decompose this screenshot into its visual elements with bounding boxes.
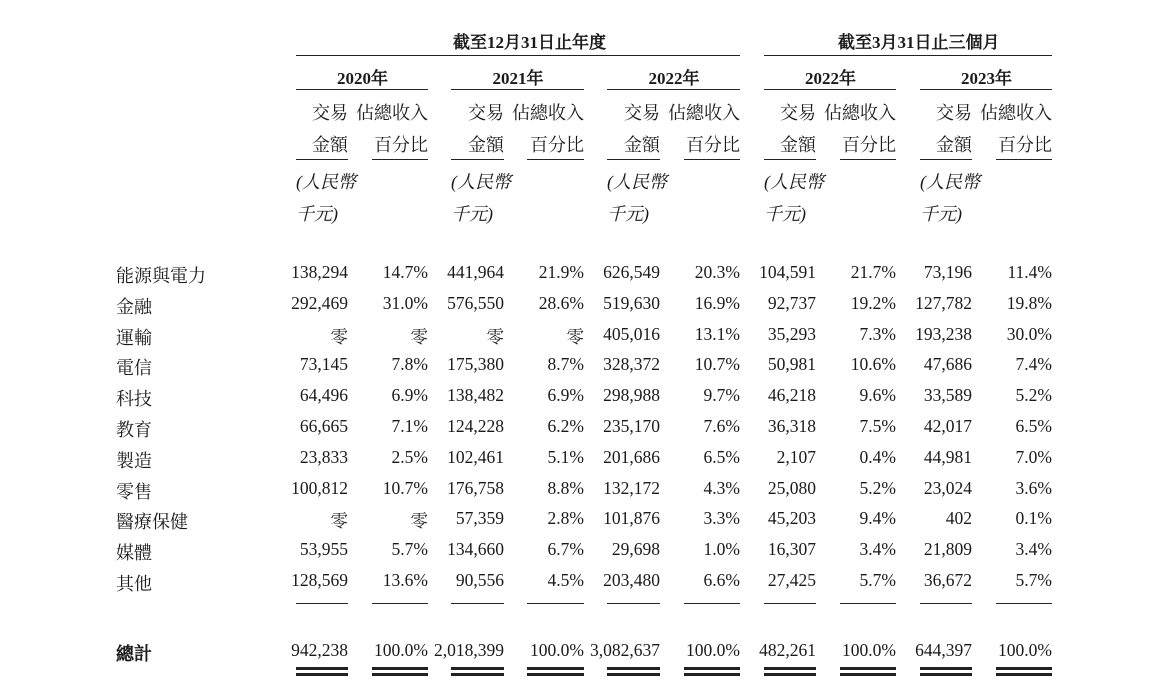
unit-label: 千元) xyxy=(764,204,806,224)
total-cell: 100.0% xyxy=(998,640,1052,660)
table-cell: 31.0% xyxy=(382,292,428,313)
table-cell: 13.6% xyxy=(382,570,428,590)
table-cell: 6.5% xyxy=(703,446,740,467)
group-header-quarter: 截至3月31日止三個月 xyxy=(838,33,1000,52)
amount-subheader: 金額 xyxy=(780,135,816,155)
table-cell: 19.8% xyxy=(1006,292,1052,313)
subtotal-rule xyxy=(684,603,740,604)
total-cell: 100.0% xyxy=(842,640,896,660)
table-cell: 零 xyxy=(486,326,504,347)
table-cell: 6.5% xyxy=(1015,416,1052,436)
total-double-rule xyxy=(372,667,428,676)
table-cell: 零 xyxy=(410,511,428,532)
table-cell: 3.3% xyxy=(703,508,740,529)
table-cell: 132,172 xyxy=(603,477,660,498)
table-cell: 0.1% xyxy=(1015,508,1052,529)
total-double-rule xyxy=(607,667,660,676)
table-cell: 45,203 xyxy=(767,508,816,529)
table-cell: 3.4% xyxy=(1015,539,1052,560)
table-cell: 7.1% xyxy=(391,416,428,436)
total-double-rule xyxy=(527,667,584,676)
table-cell: 2,107 xyxy=(776,446,816,467)
amount-subheader: 金額 xyxy=(624,135,660,155)
pct-subheader: 佔總收入 xyxy=(512,103,584,123)
table-cell: 328,372 xyxy=(603,354,660,375)
subheader-rule xyxy=(607,159,660,160)
subtotal-rule xyxy=(372,603,428,604)
table-cell: 36,318 xyxy=(767,416,816,436)
total-label: 總計 xyxy=(116,644,152,664)
table-cell: 8.8% xyxy=(547,477,584,498)
table-cell: 193,238 xyxy=(915,323,972,344)
total-double-rule xyxy=(840,667,896,676)
table-cell: 57,359 xyxy=(455,508,504,529)
table-cell: 23,833 xyxy=(299,446,348,467)
unit-label: 千元) xyxy=(607,204,649,224)
table-cell: 101,876 xyxy=(603,508,660,529)
group-header-annual: 截至12月31日止年度 xyxy=(453,33,606,52)
subheader-rule xyxy=(996,159,1052,160)
table-cell: 50,981 xyxy=(767,354,816,375)
year-header: 2023年 xyxy=(961,69,1012,88)
table-cell: 104,591 xyxy=(759,262,816,282)
year-header: 2020年 xyxy=(337,69,388,88)
table-cell: 11.4% xyxy=(1007,262,1052,282)
pct-subheader: 百分比 xyxy=(842,135,896,155)
subtotal-rule xyxy=(920,603,972,604)
group-rule-quarter xyxy=(764,55,1052,56)
table-cell: 9.4% xyxy=(859,508,896,529)
table-cell: 127,782 xyxy=(915,292,972,313)
table-cell: 47,686 xyxy=(923,354,972,375)
year-rule xyxy=(451,89,584,90)
table-cell: 14.7% xyxy=(382,262,428,282)
unit-label: 千元) xyxy=(451,204,493,224)
amount-subheader: 交易 xyxy=(312,103,348,123)
table-cell: 5.2% xyxy=(1015,385,1052,406)
row-label: 媒體 xyxy=(116,543,152,564)
row-label: 醫療保健 xyxy=(116,512,188,533)
table-cell: 10.7% xyxy=(382,477,428,498)
table-cell: 73,145 xyxy=(299,354,348,375)
subtotal-rule xyxy=(764,603,816,604)
table-cell: 6.9% xyxy=(547,385,584,406)
row-label: 電信 xyxy=(116,358,152,379)
subtotal-rule xyxy=(451,603,504,604)
table-cell: 9.6% xyxy=(859,385,896,406)
subheader-rule xyxy=(527,159,584,160)
table-cell: 6.7% xyxy=(547,539,584,560)
table-cell: 7.6% xyxy=(703,416,740,436)
table-cell: 53,955 xyxy=(299,539,348,560)
year-rule xyxy=(920,89,1052,90)
total-cell: 2,018,399 xyxy=(434,640,504,660)
table-cell: 626,549 xyxy=(603,262,660,282)
table-cell: 2.5% xyxy=(391,446,428,467)
subtotal-rule xyxy=(527,603,584,604)
year-header: 2021年 xyxy=(492,69,544,88)
table-cell: 16.9% xyxy=(694,292,740,313)
pct-subheader: 百分比 xyxy=(686,135,740,155)
pct-subheader: 百分比 xyxy=(998,135,1052,155)
subheader-rule xyxy=(764,159,816,160)
table-cell: 73,196 xyxy=(923,262,972,282)
subtotal-rule xyxy=(607,603,660,604)
table-cell: 19.2% xyxy=(850,292,896,313)
table-cell: 5.1% xyxy=(547,446,584,467)
table-cell: 零 xyxy=(330,511,348,532)
table-cell: 9.7% xyxy=(703,385,740,406)
table-cell: 176,758 xyxy=(447,477,504,498)
row-label: 能源與電力 xyxy=(116,266,206,286)
table-cell: 30.0% xyxy=(1006,323,1052,344)
table-cell: 298,988 xyxy=(603,385,660,406)
year-rule xyxy=(607,89,740,90)
table-cell: 23,024 xyxy=(923,477,972,498)
table-cell: 5.7% xyxy=(391,539,428,560)
total-double-rule xyxy=(920,667,972,676)
table-cell: 0.4% xyxy=(859,446,896,467)
subheader-rule xyxy=(840,159,896,160)
total-double-rule xyxy=(451,667,504,676)
row-label: 運輸 xyxy=(116,327,152,348)
amount-subheader: 金額 xyxy=(468,135,504,155)
table-cell: 33,589 xyxy=(923,385,972,406)
year-header: 2022年 xyxy=(648,69,700,88)
year-rule xyxy=(764,89,896,90)
table-cell: 6.6% xyxy=(703,570,740,590)
table-cell: 7.0% xyxy=(1015,446,1052,467)
unit-label: (人民幣 xyxy=(764,172,824,192)
row-label: 教育 xyxy=(116,420,152,440)
table-cell: 零 xyxy=(566,326,584,347)
amount-subheader: 交易 xyxy=(468,103,504,123)
table-cell: 4.3% xyxy=(703,477,740,498)
table-cell: 90,556 xyxy=(455,570,504,590)
subheader-rule xyxy=(920,159,972,160)
table-cell: 292,469 xyxy=(291,292,348,313)
table-cell: 138,482 xyxy=(447,385,504,406)
table-cell: 25,080 xyxy=(767,477,816,498)
table-cell: 零 xyxy=(410,326,428,347)
row-label: 其他 xyxy=(116,574,152,594)
table-cell: 21,809 xyxy=(923,539,972,560)
table-cell: 28.6% xyxy=(538,292,584,313)
table-cell: 102,461 xyxy=(447,446,504,467)
subtotal-rule xyxy=(840,603,896,604)
table-cell: 44,981 xyxy=(923,446,972,467)
table-cell: 29,698 xyxy=(611,539,660,560)
table-cell: 6.2% xyxy=(547,416,584,436)
table-cell: 16,307 xyxy=(767,539,816,560)
total-cell: 100.0% xyxy=(374,640,428,660)
table-cell: 124,228 xyxy=(447,416,504,436)
pct-subheader: 佔總收入 xyxy=(668,103,740,123)
table-cell: 128,569 xyxy=(291,570,348,590)
amount-subheader: 交易 xyxy=(936,103,972,123)
row-label: 金融 xyxy=(116,296,152,317)
row-label: 零售 xyxy=(116,481,152,502)
total-double-rule xyxy=(764,667,816,676)
unit-label: (人民幣 xyxy=(607,172,667,192)
table-cell: 4.5% xyxy=(547,570,584,590)
table-cell: 405,016 xyxy=(603,323,660,344)
table-cell: 3.4% xyxy=(859,539,896,560)
row-label: 製造 xyxy=(116,450,152,471)
table-cell: 5.7% xyxy=(859,570,896,590)
subheader-rule xyxy=(451,159,504,160)
table-cell: 13.1% xyxy=(694,323,740,344)
table-cell: 576,550 xyxy=(447,292,504,313)
table-cell: 21.7% xyxy=(850,262,896,282)
table-cell: 441,964 xyxy=(447,262,504,282)
table-cell: 100,812 xyxy=(291,477,348,498)
year-header: 2022年 xyxy=(805,69,856,88)
table-cell: 402 xyxy=(945,508,972,529)
table-cell: 6.9% xyxy=(391,385,428,406)
table-cell: 66,665 xyxy=(299,416,348,436)
total-double-rule xyxy=(996,667,1052,676)
pct-subheader: 佔總收入 xyxy=(980,103,1052,123)
table-cell: 175,380 xyxy=(447,354,504,375)
table-cell: 7.5% xyxy=(859,416,896,436)
unit-label: 千元) xyxy=(920,204,962,224)
table-cell: 10.7% xyxy=(694,354,740,375)
pct-subheader: 佔總收入 xyxy=(824,103,896,123)
table-cell: 2.8% xyxy=(547,508,584,529)
table-cell: 203,480 xyxy=(603,570,660,590)
unit-label: 千元) xyxy=(296,204,338,224)
row-label: 科技 xyxy=(116,389,152,410)
table-cell: 10.6% xyxy=(850,354,896,375)
table-cell: 134,660 xyxy=(447,539,504,560)
total-cell: 644,397 xyxy=(915,640,972,660)
year-rule xyxy=(296,89,428,90)
total-cell: 942,238 xyxy=(291,640,348,660)
total-cell: 100.0% xyxy=(530,640,584,660)
table-cell: 零 xyxy=(330,326,348,347)
total-double-rule xyxy=(684,667,740,676)
table-cell: 7.3% xyxy=(859,323,896,344)
total-double-rule xyxy=(296,667,348,676)
table-cell: 8.7% xyxy=(547,354,584,375)
table-cell: 27,425 xyxy=(767,570,816,590)
table-cell: 7.4% xyxy=(1015,354,1052,375)
total-cell: 3,082,637 xyxy=(590,640,660,660)
table-cell: 519,630 xyxy=(603,292,660,313)
subheader-rule xyxy=(372,159,428,160)
table-cell: 7.8% xyxy=(391,354,428,375)
unit-label: (人民幣 xyxy=(451,172,511,192)
table-cell: 46,218 xyxy=(767,385,816,406)
amount-subheader: 金額 xyxy=(312,135,348,155)
total-cell: 482,261 xyxy=(759,640,816,660)
table-cell: 3.6% xyxy=(1015,477,1052,498)
table-cell: 1.0% xyxy=(703,539,740,560)
table-cell: 42,017 xyxy=(923,416,972,436)
table-cell: 138,294 xyxy=(291,262,348,282)
table-cell: 5.7% xyxy=(1015,570,1052,590)
subtotal-rule xyxy=(296,603,348,604)
table-cell: 20.3% xyxy=(694,262,740,282)
amount-subheader: 交易 xyxy=(780,103,816,123)
amount-subheader: 交易 xyxy=(624,103,660,123)
pct-subheader: 佔總收入 xyxy=(356,103,428,123)
unit-label: (人民幣 xyxy=(920,172,980,192)
subheader-rule xyxy=(296,159,348,160)
subheader-rule xyxy=(684,159,740,160)
table-cell: 64,496 xyxy=(299,385,348,406)
pct-subheader: 百分比 xyxy=(530,135,584,155)
amount-subheader: 金額 xyxy=(936,135,972,155)
table-cell: 92,737 xyxy=(767,292,816,313)
table-cell: 235,170 xyxy=(603,416,660,436)
group-rule-annual xyxy=(296,55,740,56)
table-cell: 201,686 xyxy=(603,446,660,467)
table-cell: 5.2% xyxy=(859,477,896,498)
table-cell: 35,293 xyxy=(767,323,816,344)
pct-subheader: 百分比 xyxy=(374,135,428,155)
total-cell: 100.0% xyxy=(686,640,740,660)
table-cell: 36,672 xyxy=(923,570,972,590)
subtotal-rule xyxy=(996,603,1052,604)
unit-label: (人民幣 xyxy=(296,172,356,192)
table-cell: 21.9% xyxy=(538,262,584,282)
